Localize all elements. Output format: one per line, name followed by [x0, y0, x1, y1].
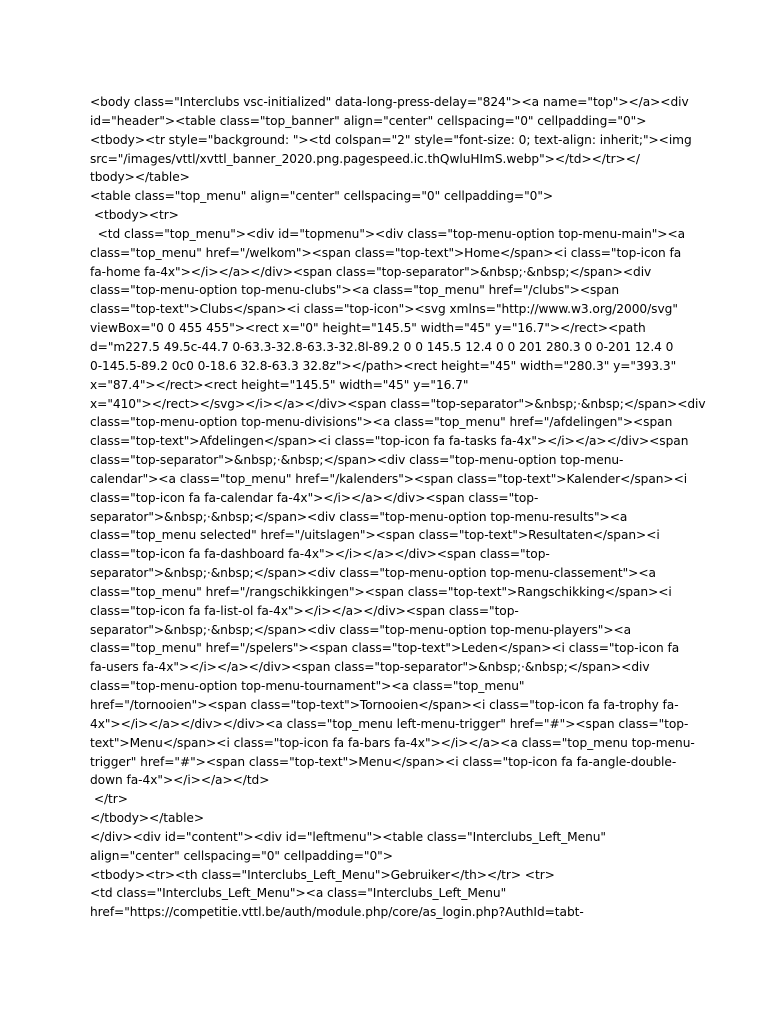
text-line: tbody></table>	[90, 170, 190, 185]
text-line: <tbody><tr style="background: "><td colspan="2" style="font-size: 0; text-align: inherit;"><img	[90, 132, 692, 147]
text-line: <table class="top_menu" align="center" cellspacing="0" cellpadding="0">	[90, 189, 554, 204]
text-line: class="top-icon fa fa-list-ol fa-4x"></i></a></div><span class="top-	[90, 603, 519, 618]
text-line: trigger" href="#"><span class="top-text">Menu</span><i class="top-icon fa fa-angle-double-	[90, 754, 677, 769]
text-line: separator">&nbsp;·&nbsp;</span><div class="top-menu-option top-menu-players"><a	[90, 622, 632, 637]
text-line: class="top-menu-option top-menu-clubs"><a class="top_menu" href="/clubs"><span	[90, 283, 620, 298]
text-line: </tbody></table>	[90, 811, 205, 826]
text-line: separator">&nbsp;·&nbsp;</span><div class="top-menu-option top-menu-results"><a	[90, 509, 628, 524]
text-line: fa-users fa-4x"></i></a></div><span class="top-separator">&nbsp;·&nbsp;</span><div	[90, 660, 650, 675]
text-line: class="top_menu" href="/spelers"><span class="top-text">Leden</span><i class="top-icon fa	[90, 641, 680, 656]
text-line: fa-home fa-4x"></i></a></div><span class="top-separator">&nbsp;·&nbsp;</span><div	[90, 264, 652, 279]
document-page	[90, 93, 706, 922]
text-line: <td class="top_menu"><div id="topmenu"><div class="top-menu-option top-menu-main"><a	[90, 226, 686, 241]
text-line: align="center" cellspacing="0" cellpadding="0">	[90, 848, 393, 863]
text-line: </div><div id="content"><div id="leftmenu"><table class="Interclubs_Left_Menu"	[90, 829, 606, 844]
text-line: separator">&nbsp;·&nbsp;</span><div class="top-menu-option top-menu-classement"><a	[90, 566, 656, 581]
text-line: x="410"></rect></svg></i></a></div><span class="top-separator">&nbsp;·&nbsp;</span><div	[90, 396, 706, 411]
text-line: 4x"></i></a></div></div><a class="top_menu left-menu-trigger" href="#"><span class="top-	[90, 716, 689, 731]
text-line: class="top_menu selected" href="/uitslagen"><span class="top-text">Resultaten</span><i	[90, 528, 660, 543]
text-line: class="top-icon fa fa-calendar fa-4x"></i></a></div><span class="top-	[90, 490, 539, 505]
text-line: class="top-menu-option top-menu-tournament"><a class="top_menu"	[90, 679, 525, 694]
text-line: src="/images/vttl/xvttl_banner_2020.png.pagespeed.ic.thQwluHImS.webp"></td></tr></	[90, 151, 640, 166]
text-line: class="top_menu" href="/welkom"><span class="top-text">Home</span><i class="top-icon fa	[90, 245, 682, 260]
text-line: href="https://competitie.vttl.be/auth/module.php/core/as_login.php?AuthId=tabt-	[90, 905, 584, 920]
text-line: viewBox="0 0 455 455"><rect x="0" height="145.5" width="45" y="16.7"></rect><path	[90, 321, 646, 336]
text-line: class="top_menu" href="/rangschikkingen"><span class="top-text">Rangschikking</span><i	[90, 584, 672, 599]
text-line: class="top-separator">&nbsp;·&nbsp;</span><div class="top-menu-option top-menu-	[90, 453, 624, 468]
text-line: text">Menu</span><i class="top-icon fa fa-bars fa-4x"></i></a><a class="top_menu top-menu-	[90, 735, 695, 750]
text-line: <td class="Interclubs_Left_Menu"><a class="Interclubs_Left_Menu"	[90, 886, 507, 901]
text-line: down fa-4x"></i></a></td>	[90, 773, 270, 788]
text-line: d="m227.5 49.5c-44.7 0-63.3-32.8-63.3-32.8l-89.2 0 0 145.5 12.4 0 0 201 280.3 0 0-201 12.4 0	[90, 339, 674, 354]
text-line: class="top-text">Clubs</span><i class="top-icon"><svg xmlns="http://www.w3.org/2000/svg"	[90, 302, 678, 317]
text-line: x="87.4"></rect><rect height="145.5" width="45" y="16.7"	[90, 377, 469, 392]
text-line: calendar"><a class="top_menu" href="/kalenders"><span class="top-text">Kalender</span><i	[90, 471, 688, 486]
text-line: <tbody><tr>	[90, 208, 179, 223]
text-line: 0-145.5-89.2 0c0 0-18.6 32.8-63.3 32.8z"></path><rect height="45" width="280.3" y="393.3"	[90, 358, 677, 373]
text-line: id="header"><table class="top_banner" align="center" cellspacing="0" cellpadding="0">	[90, 113, 647, 128]
text-line: href="/tornooien"><span class="top-text">Tornooien</span><i class="top-icon fa fa-trophy fa-	[90, 698, 679, 712]
text-line: class="top-menu-option top-menu-divisions"><a class="top_menu" href="/afdelingen"><span	[90, 415, 673, 430]
text-line: class="top-text">Afdelingen</span><i class="top-icon fa fa-tasks fa-4x"></i></a></div><span	[90, 434, 689, 449]
text-line: </tr>	[90, 792, 128, 807]
text-line: class="top-icon fa fa-dashboard fa-4x"></i></a></div><span class="top-	[90, 547, 550, 562]
text-line: <body class="Interclubs vsc-initialized" data-long-press-delay="824"><a name="top"></a><div	[90, 95, 689, 109]
text-line: <tbody><tr><th class="Interclubs_Left_Menu">Gebruiker</th></tr> <tr>	[90, 867, 555, 882]
